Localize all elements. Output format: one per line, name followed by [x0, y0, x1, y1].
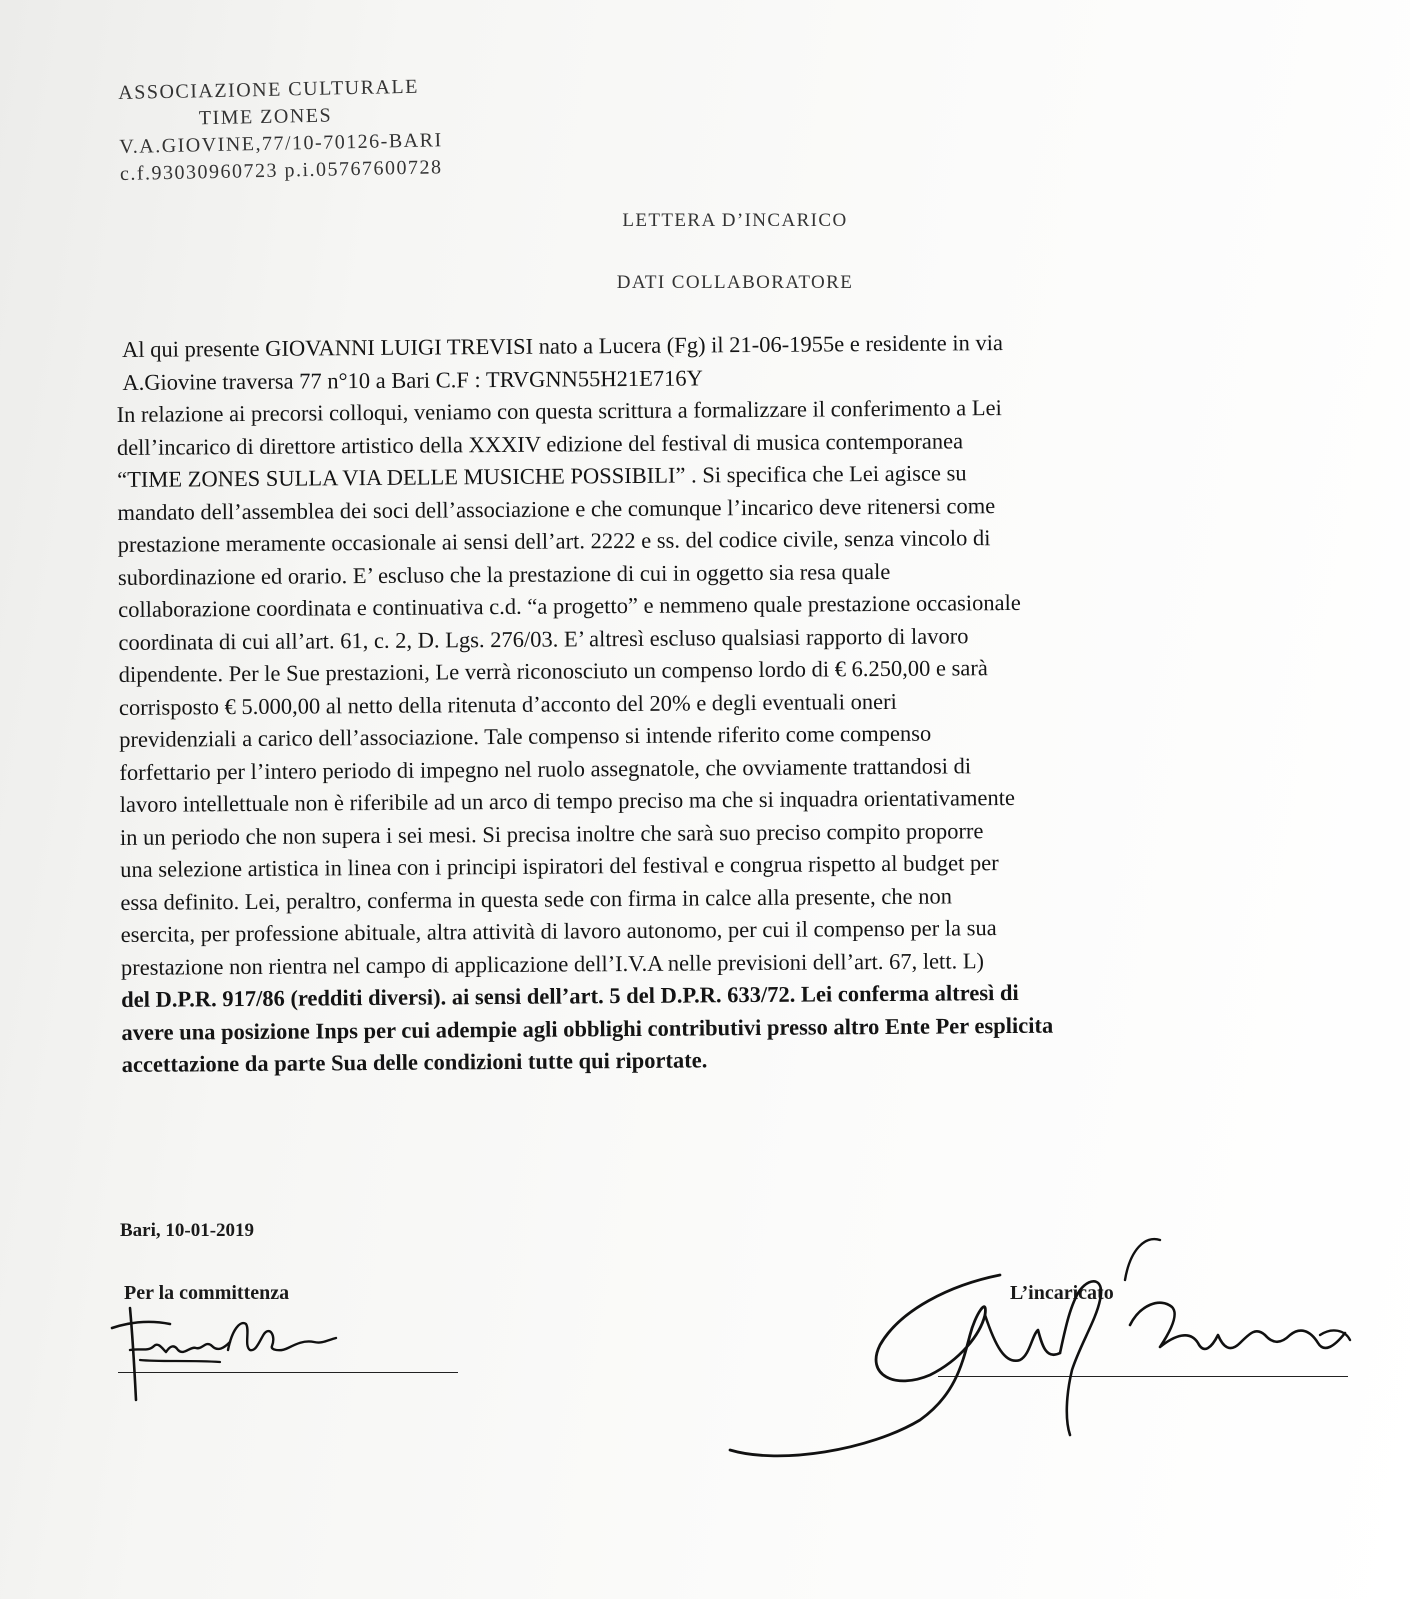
body-line: avere una posizione Inps per cui adempie agli obblighi contributivi presso altro Ente Per esplicita	[121, 1012, 1054, 1045]
body-line: prestazione non rientra nel campo di applicazione dell’I.V.A nelle previsioni dell’art. 67, lett. L)	[120, 947, 985, 980]
body-line: del D.P.R. 917/86 (redditi diversi). ai sensi dell’art. 5 del D.P.R. 633/72. Lei conferma altresì di	[121, 979, 1019, 1012]
body-line: Al qui presente GIOVANNI LUIGI TREVISI nato a Lucera (Fg) il 21-06-1955e e residente in via	[122, 330, 1004, 362]
body-line: lavoro intellettuale non è riferibile ad un arco di tempo preciso ma che si inquadra orientativamente	[119, 784, 1016, 817]
body-line: “TIME ZONES SULLA VIA DELLE MUSICHE POSSIBILI” . Si specifica che Lei agisce su	[117, 460, 967, 492]
letter-date: Bari, 10-01-2019	[120, 1220, 255, 1241]
body-line: corrisposto € 5.000,00 al netto della ritenuta d’acconto del 20% e degli eventuali oneri	[118, 688, 897, 720]
letter-subtitle: DATI COLLABORATORE	[616, 272, 854, 293]
body-line: prestazione meramente occasionale ai sensi dell’art. 2222 e ss. del codice civile, senza vincolo di	[117, 525, 991, 557]
letter-body	[116, 324, 1350, 1081]
body-line: essa definito. Lei, peraltro, conferma in questa sede con firma in calce alla presente, che non	[120, 882, 953, 915]
body-line: coordinata di cui all’art. 61, c. 2, D. Lgs. 276/03. E’ altresì escluso qualsiasi rapporto di lavoro	[118, 622, 969, 655]
body-line: accettazione da parte Sua delle condizioni tutte qui riportate.	[121, 1047, 708, 1077]
letter-title: LETTERA D’INCARICO	[622, 210, 848, 231]
header-line-subname: TIME ZONES	[198, 104, 333, 130]
header-line-fiscal: c.f.93030960723 p.i.05767600728	[119, 156, 443, 185]
association-header	[118, 72, 480, 188]
body-line: una selezione artistica in linea con i principi ispiratori del festival e congrua rispetto al budget per	[120, 850, 999, 882]
body-line: forfettario per l’intero periodo di impegno nel ruolo assegnatole, che ovviamente trattandosi di	[119, 752, 972, 785]
incaricato-label: L’incaricato	[1010, 1282, 1114, 1304]
body-line: A.Giovine traversa 77 n°10 a Bari C.F : TRVGNN55H21E716Y	[122, 364, 703, 395]
committenza-signature	[100, 1290, 360, 1410]
body-line: mandato dell’assemblea dei soci dell’associazione e che comunque l’incarico deve ritenersi come	[117, 492, 996, 525]
incaricato-signature	[720, 1235, 1370, 1475]
body-line: In relazione ai precorsi colloqui, veniamo con questa scrittura a formalizzare il conferimento a Lei	[116, 395, 1002, 427]
body-line: in un periodo che non supera i sei mesi. Si precisa inoltre che sarà suo preciso compito proporre	[119, 817, 984, 850]
body-line: dipendente. Per le Sue prestazioni, Le verrà riconosciuto un compenso lordo di € 6.250,00 e sarà	[118, 655, 988, 687]
body-line: esercita, per professione abituale, altra attività di lavoro autonomo, per cui il compenso per la sua	[120, 915, 997, 947]
body-line: dell’incarico di direttore artistico della XXXIV edizione del festival di musica contemporanea	[116, 427, 964, 460]
header-line-address: V.A.GIOVINE,77/10-70126-BARI	[119, 129, 443, 158]
body-line: previdenziali a carico dell’associazione. Tale compenso si intende riferito come compenso	[119, 720, 932, 752]
header-line-name: ASSOCIAZIONE CULTURALE	[118, 75, 420, 104]
committenza-label: Per la committenza	[124, 1282, 290, 1304]
body-line: collaborazione coordinata e continuativa c.d. “a progetto” e nemmeno quale prestazione occasionale	[118, 589, 1021, 622]
body-line: subordinazione ed orario. E’ escluso che la prestazione di cui in oggetto sia resa quale	[117, 558, 891, 590]
